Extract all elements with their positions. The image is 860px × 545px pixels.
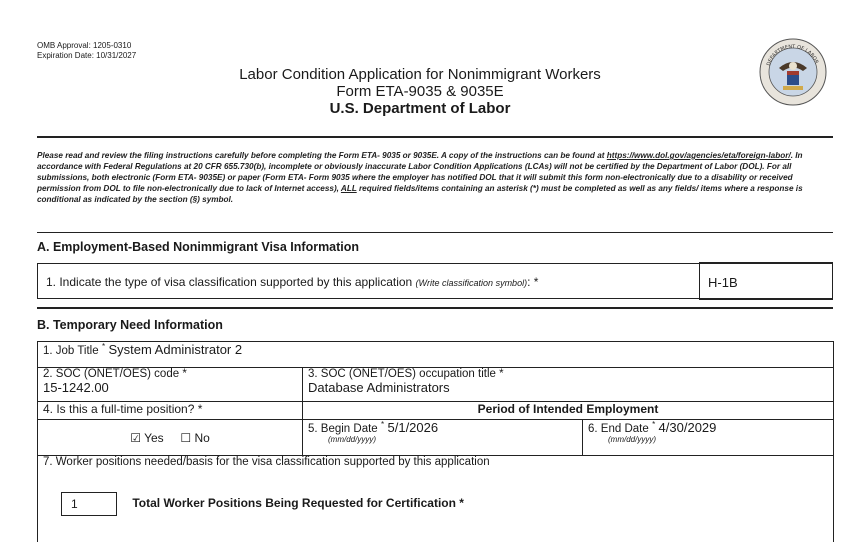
svg-text:DEPARTMENT OF LABOR: DEPARTMENT OF LABOR: [765, 43, 820, 67]
positions-line: [61, 492, 828, 516]
end-date-hint: (mm/dd/yyyy): [608, 435, 656, 444]
fulltime-label: 4. Is this a full-time position? *: [38, 402, 303, 420]
job-title-row: [38, 342, 834, 368]
end-date-field[interactable]: [583, 420, 834, 456]
required-asterisk: *: [381, 420, 385, 429]
form-title: Labor Condition Application for Nonimmigrant Workers: [239, 66, 601, 83]
end-date-value: 4/30/2029: [658, 420, 717, 435]
dates-row: [38, 420, 834, 456]
section-a-divider: [37, 307, 833, 309]
job-title-value: System Administrator 2: [108, 342, 243, 357]
instructions-paragraph: [37, 150, 833, 205]
required-asterisk: *: [652, 420, 656, 429]
begin-date-field[interactable]: [303, 420, 583, 456]
instructions-divider: [37, 232, 833, 233]
no-label: No: [194, 430, 210, 445]
begin-date-label: 5. Begin Date: [308, 423, 378, 435]
begin-date-value: 5/1/2026: [387, 420, 439, 435]
soc-code-field[interactable]: [38, 368, 303, 402]
yes-label: Yes: [144, 430, 164, 445]
fulltime-header-row: [38, 402, 834, 420]
worker-positions-question: 7. Worker positions needed/basis for the visa classification supported by this application: [43, 456, 490, 468]
expiration-date: Expiration Date: 10/31/2027: [37, 51, 137, 60]
visa-question-tail: : *: [527, 275, 539, 289]
form-title-block: [200, 66, 640, 118]
visa-classification-value: H-1B: [708, 275, 738, 290]
visa-question-label: [46, 275, 538, 289]
instructions-link[interactable]: https://www.dol.gov/agencies/eta/foreign-labor/: [606, 151, 791, 160]
department-name: U.S. Department of Labor: [329, 100, 511, 117]
end-date-label: 6. End Date: [588, 423, 649, 435]
visa-question-hint: (Write classification symbol): [415, 278, 528, 288]
period-heading: Period of Intended Employment: [303, 402, 834, 420]
all-emphasis: ALL: [340, 184, 357, 193]
instructions-text-2: . In accordance with Federal Regulations at 20 CFR 655.730(b), incomplete or obviously inaccurate Labor Condition Applications (LCAs) will not be certified by the Department of Labor (DOL). For all submissions, both electronic (Form ETA- 9035E) or paper (Form ETA- Form 9035 where the employer has notified DOL that it will submit this form non-electronically due to a disability or received permission from DOL to file non-electronically due to lack of Internet access),: [37, 151, 803, 193]
fulltime-options: [38, 420, 303, 456]
temporary-need-table: [37, 341, 834, 542]
required-asterisk: *: [101, 342, 106, 351]
soc-title-value: Database Administrators: [308, 380, 450, 395]
worker-positions-cell: [38, 456, 834, 542]
begin-date-hint: (mm/dd/yyyy): [328, 435, 376, 444]
soc-code-value: 15-1242.00: [43, 380, 109, 395]
instructions-text-1: Please read and review the filing instructions carefully before completing the Form ETA- 9035 or 9035E. A copy of the instructions can be found at: [37, 151, 607, 160]
positions-input[interactable]: 1: [61, 492, 117, 516]
soc-row: [38, 368, 834, 402]
visa-question-text: 1. Indicate the type of visa classification supported by this application: [46, 275, 416, 289]
omb-approval: OMB Approval: 1205-0310: [37, 41, 132, 50]
soc-code-label: 2. SOC (ONET/OES) code *: [43, 368, 187, 380]
positions-label: Total Worker Positions Being Requested for Certification *: [132, 496, 464, 511]
dol-seal-icon: [759, 38, 827, 106]
no-checkbox[interactable]: ☐ No: [180, 430, 210, 445]
instructions-text-3: required fields/items containing an asterisk (*) must be completed as well as any fields/ items where a response is conditional as indicated by the section (§) symbol.: [37, 184, 803, 204]
omb-info: [37, 41, 136, 61]
soc-title-field[interactable]: [303, 368, 834, 402]
section-b-heading: B. Temporary Need Information: [37, 318, 223, 332]
worker-positions-row: [38, 456, 834, 542]
soc-title-label: 3. SOC (ONET/OES) occupation title *: [308, 368, 504, 380]
yes-checkbox[interactable]: ☑ Yes: [130, 430, 164, 445]
header-divider: [37, 136, 833, 138]
job-title-field[interactable]: [38, 342, 834, 368]
form-number: Form ETA-9035 & 9035E: [336, 83, 504, 100]
job-title-label: 1. Job Title: [43, 345, 99, 357]
section-a-heading: A. Employment-Based Nonimmigrant Visa Information: [37, 240, 360, 254]
